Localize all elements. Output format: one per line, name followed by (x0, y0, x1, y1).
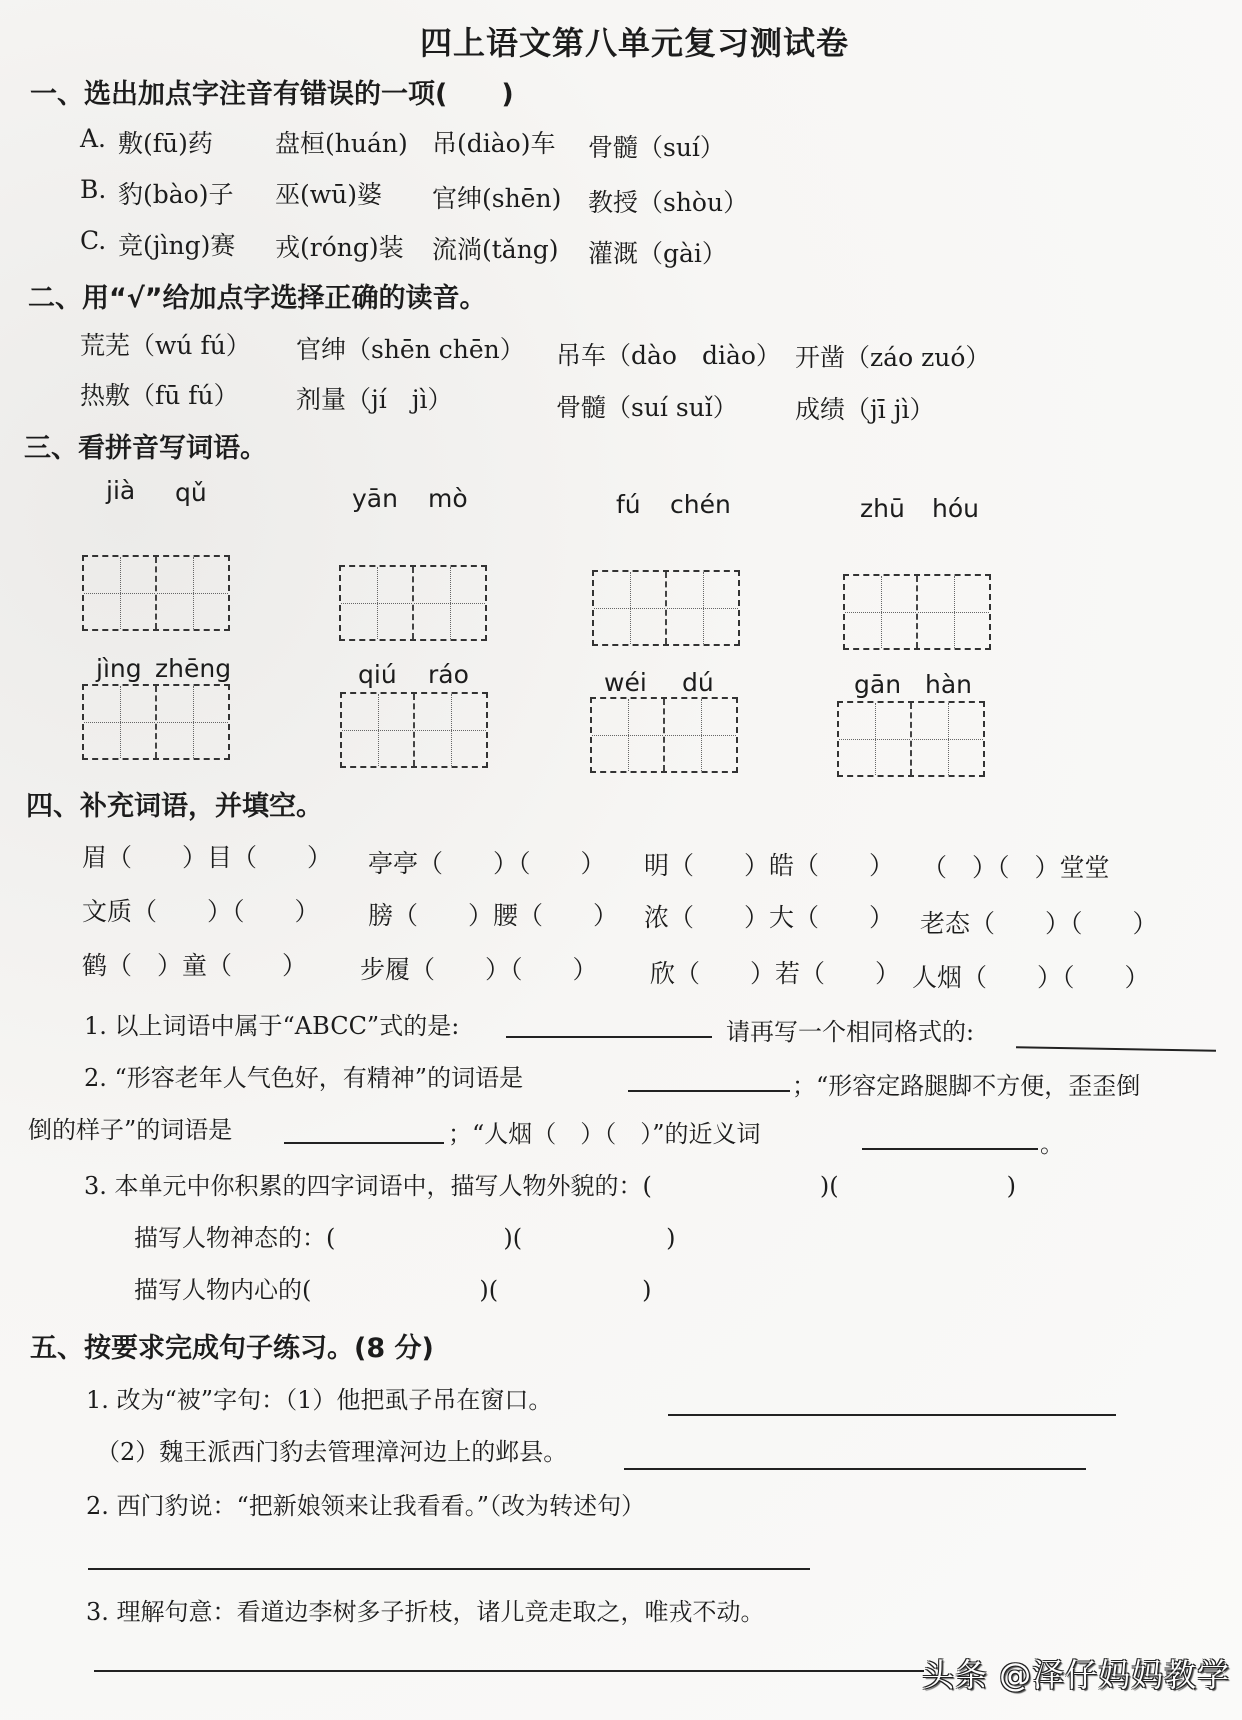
writing-grid[interactable] (592, 570, 740, 646)
writing-grid[interactable] (843, 574, 991, 650)
fill-word[interactable]: 老态（ ）（ ） (920, 909, 1158, 938)
writing-grid[interactable] (340, 692, 488, 768)
fill-word[interactable]: 膀（ ）腰（ ） (368, 901, 619, 930)
word-item: 流淌(tǎng) (432, 235, 559, 264)
writing-grid[interactable] (837, 701, 985, 777)
word-item: 竞(jìng)赛 (118, 231, 236, 260)
fill-word[interactable]: 步履（ ）（ ） (360, 955, 598, 984)
word-item: 灌溉（gài） (588, 239, 727, 268)
pinyin: hàn (925, 670, 973, 699)
fill-word[interactable]: 人烟（ ）（ ） (912, 963, 1150, 992)
word-item: 骨髓（suí） (588, 133, 725, 162)
section2-heading: 二、用“√”给加点字选择正确的读音。 (28, 283, 487, 314)
word-item: 盘桓(huán) (275, 129, 408, 158)
pinyin: ráo (428, 660, 469, 689)
section1-row-a (80, 124, 725, 162)
pinyin: dú (682, 668, 714, 697)
section4-heading: 四、补充词语，并填空。 (26, 791, 323, 822)
s5-q2: 2. 西门豹说：“把新娘领来让我看看。”（改为转述句） (86, 1492, 646, 1520)
option-label: C. (80, 226, 107, 255)
answer-blank[interactable] (862, 1148, 1038, 1150)
section5-heading: 五、按要求完成句子练习。(8 分) (30, 1333, 434, 1364)
watermark: 头条 @泽仔妈妈教学 (922, 1656, 1231, 1694)
word-item: 教授（shòu） (588, 188, 749, 217)
choice-item: 吊车（dào diào） (556, 341, 781, 370)
fill-word[interactable]: 眉（ ）目（ ） (82, 843, 333, 872)
q2-prompt-d: ；“人烟（ ）（ ）”的近义词 (448, 1120, 761, 1148)
answer-blank[interactable] (506, 1036, 712, 1038)
word-item: 戎(róng)装 (275, 233, 404, 262)
pinyin: fú (616, 490, 641, 519)
pinyin: jià (106, 476, 136, 505)
word-item: 敷(fū)药 (118, 129, 213, 158)
fill-word[interactable]: （ ）（ ）堂堂 (922, 853, 1110, 882)
q2-period: 。 (1040, 1130, 1064, 1158)
section1-row-b (80, 175, 749, 217)
writing-grid[interactable] (590, 697, 738, 773)
choice-item: 成绩（jī jì） (795, 395, 935, 424)
pinyin: jìng (96, 654, 142, 683)
fill-word[interactable]: 文质（ ）（ ） (82, 897, 320, 926)
pinyin: yān (352, 484, 398, 513)
fill-word[interactable]: 欣（ ）若（ ） (650, 959, 901, 988)
answer-blank[interactable] (624, 1468, 1086, 1470)
q3-prompt[interactable]: 3. 本单元中你积累的四字词语中，描写人物外貌的：( )( ) (84, 1172, 1016, 1200)
choice-item: 骨髓（suí suǐ） (556, 393, 738, 422)
pinyin: chén (670, 490, 731, 519)
pinyin: qǔ (175, 478, 207, 507)
word-item: 吊(diào)车 (432, 129, 556, 158)
pinyin: zhēng (155, 654, 232, 683)
choice-item: 开凿（záo zuó） (795, 343, 991, 372)
answer-blank[interactable] (94, 1670, 924, 1672)
q3-prompt-c[interactable]: 描写人物内心的( )( ) (134, 1276, 652, 1304)
pinyin: zhū (860, 494, 905, 523)
pinyin: hóu (932, 494, 979, 523)
answer-blank[interactable] (88, 1568, 810, 1570)
writing-grid[interactable] (82, 684, 230, 760)
choice-item: 官绅（shēn chēn） (296, 335, 525, 364)
fill-word[interactable]: 亭亭（ ）（ ） (368, 849, 606, 878)
answer-blank[interactable] (628, 1090, 790, 1092)
pinyin: qiú (358, 660, 397, 689)
section3-heading: 三、看拼音写词语。 (24, 433, 267, 464)
q2-prompt-c: 倒的样子”的词语是 (28, 1116, 233, 1144)
pinyin: wéi (604, 668, 647, 697)
choice-item: 热敷（fū fú） (80, 381, 239, 410)
choice-item: 荒芜（wú fú） (80, 331, 251, 360)
writing-grid[interactable] (339, 565, 487, 641)
s5-q3: 3. 理解句意：看道边李树多子折枝，诸儿竞走取之，唯戎不动。 (86, 1598, 765, 1626)
pinyin: gān (854, 670, 902, 699)
section1-row-c (80, 226, 727, 268)
answer-blank[interactable] (668, 1414, 1116, 1416)
q3-prompt-b[interactable]: 描写人物神态的：( )( ) (134, 1224, 676, 1252)
option-label: A. (80, 124, 107, 153)
page-title: 四上语文第八单元复习测试卷 (420, 24, 850, 62)
choice-item: 剂量（jí jì） (296, 385, 453, 414)
word-item: 官绅(shēn) (432, 184, 562, 213)
answer-blank[interactable] (284, 1142, 444, 1144)
pinyin: mò (428, 484, 468, 513)
option-label: B. (80, 175, 107, 204)
word-item: 豹(bào)子 (118, 180, 234, 209)
answer-blank[interactable] (1016, 1046, 1216, 1051)
writing-grid[interactable] (82, 555, 230, 631)
q1-prompt: 1. 以上词语中属于“ABCC”式的是: (84, 1012, 460, 1040)
fill-word[interactable]: 明（ ）皓（ ） (644, 851, 895, 880)
q2-prompt-b: ；“形容定路腿脚不方便，歪歪倒 (792, 1072, 1141, 1100)
fill-word[interactable]: 浓（ ）大（ ） (644, 903, 895, 932)
section1-heading: 一、选出加点字注音有错误的一项( ) (30, 79, 514, 110)
q1-prompt-b: 请再写一个相同格式的: (726, 1018, 975, 1046)
s5-q1a: 1. 改为“被”字句：（1）他把虱子吊在窗口。 (86, 1386, 553, 1414)
fill-word[interactable]: 鹤（ ）童（ ） (82, 951, 308, 980)
word-item: 巫(wū)婆 (275, 180, 383, 209)
q2-prompt: 2. “形容老年人气色好，有精神”的词语是 (84, 1064, 524, 1092)
s5-q1b: （2）魏王派西门豹去管理漳河边上的邺县。 (96, 1438, 568, 1466)
